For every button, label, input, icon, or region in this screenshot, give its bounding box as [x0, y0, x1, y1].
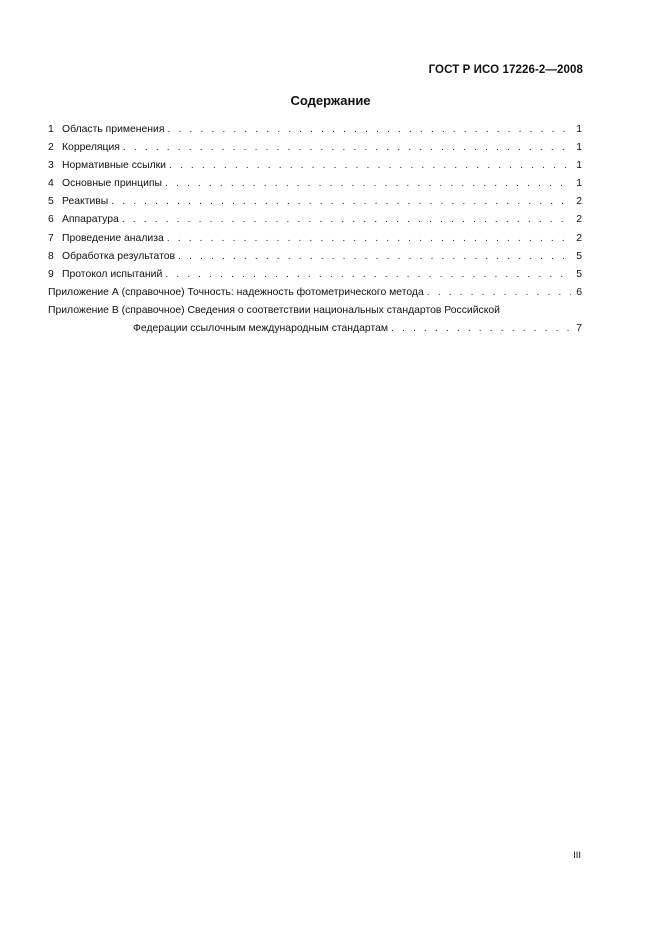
toc-entry-page: 1: [576, 160, 582, 172]
toc-annex-page: 7: [576, 323, 582, 335]
toc-leader-dots: [178, 248, 571, 266]
toc-entry-number: 5: [48, 196, 54, 208]
toc-annex-b-line2[interactable]: [48, 320, 582, 338]
toc-entry-title: Обработка результатов: [62, 250, 176, 262]
toc-entry-page: 1: [576, 178, 582, 190]
toc-entry-8[interactable]: [48, 248, 582, 266]
toc-entry-2[interactable]: [48, 139, 582, 157]
toc-annex-title: Точность: надежность фотометрического метода: [187, 286, 424, 298]
toc-annex-title: Сведения о соответствии национальных стандартов Российской: [187, 304, 500, 316]
toc-entry-label: [48, 248, 178, 266]
toc-entry-page: 5: [576, 250, 582, 262]
toc-leader-dots: [122, 211, 571, 229]
toc-entry-number: 2: [48, 142, 54, 154]
toc-entry-title: Основные принципы: [62, 178, 162, 190]
toc-entry-number: 3: [48, 160, 54, 172]
toc-entry-title: Проведение анализа: [62, 232, 164, 244]
toc-leader-dots: [391, 320, 571, 338]
toc-entry-page: 1: [576, 142, 582, 154]
toc-entry-1[interactable]: [48, 121, 582, 139]
toc-entry-4[interactable]: [48, 175, 582, 193]
toc-entry-6[interactable]: [48, 211, 582, 229]
toc-entry-title: Аппаратура: [62, 214, 119, 226]
toc-entry-label: [48, 193, 111, 211]
toc-entry-label: [48, 121, 167, 139]
toc-entry-label: [48, 266, 165, 284]
toc-leader-dots: [165, 175, 571, 193]
page-number: III: [573, 850, 581, 861]
toc-annex-b-line1[interactable]: [48, 302, 582, 320]
toc-annex-prefix: Приложение В (справочное): [48, 304, 185, 316]
toc-annex-label: [48, 284, 427, 302]
toc-entry-label: [48, 139, 123, 157]
toc-entry-page: 5: [576, 268, 582, 280]
toc-entry-label: [48, 230, 167, 248]
toc-entry-number: 8: [48, 250, 54, 262]
standard-code: ГОСТ Р ИСО 17226-2—2008: [428, 64, 583, 76]
toc-leader-dots: [123, 139, 571, 157]
toc-leader-dots: [165, 266, 571, 284]
toc-leader-dots: [111, 193, 571, 211]
toc-entry-number: 4: [48, 178, 54, 190]
toc-entry-page: 2: [576, 214, 582, 226]
toc-entry-label: [48, 175, 165, 193]
toc-entry-9[interactable]: [48, 266, 582, 284]
toc-entry-3[interactable]: [48, 157, 582, 175]
toc-leader-dots: [427, 284, 571, 302]
toc-entry-number: 9: [48, 268, 54, 280]
toc-entry-title: Реактивы: [62, 196, 109, 208]
toc-annex-a[interactable]: [48, 284, 582, 302]
toc-entry-5[interactable]: [48, 193, 582, 211]
toc-entry-title: Протокол испытаний: [62, 268, 163, 280]
toc-entry-title: Корреляция: [62, 142, 120, 154]
table-of-contents: [48, 121, 582, 338]
toc-annex-prefix: Приложение А (справочное): [48, 286, 185, 298]
toc-entry-page: 2: [576, 196, 582, 208]
toc-annex-label: [48, 302, 503, 320]
toc-entry-number: 6: [48, 214, 54, 226]
toc-entry-title: Нормативные ссылки: [62, 160, 166, 172]
toc-title: Содержание: [290, 93, 371, 108]
toc-leader-dots: [169, 157, 571, 175]
toc-entry-title: Область применения: [62, 124, 165, 135]
toc-entry-7[interactable]: [48, 230, 582, 248]
toc-entry-number: 1: [48, 124, 54, 135]
toc-entry-number: 7: [48, 232, 54, 244]
toc-entry-label: [48, 157, 169, 175]
toc-entry-page: 2: [576, 232, 582, 244]
toc-entry-label: [48, 211, 122, 229]
toc-leader-dots: [167, 121, 571, 139]
toc-annex-page: 6: [576, 286, 582, 298]
toc-annex-title-continued: Федерации ссылочным международным стандартам: [133, 323, 389, 335]
toc-entry-page: 1: [576, 124, 582, 135]
toc-leader-dots: [167, 230, 571, 248]
